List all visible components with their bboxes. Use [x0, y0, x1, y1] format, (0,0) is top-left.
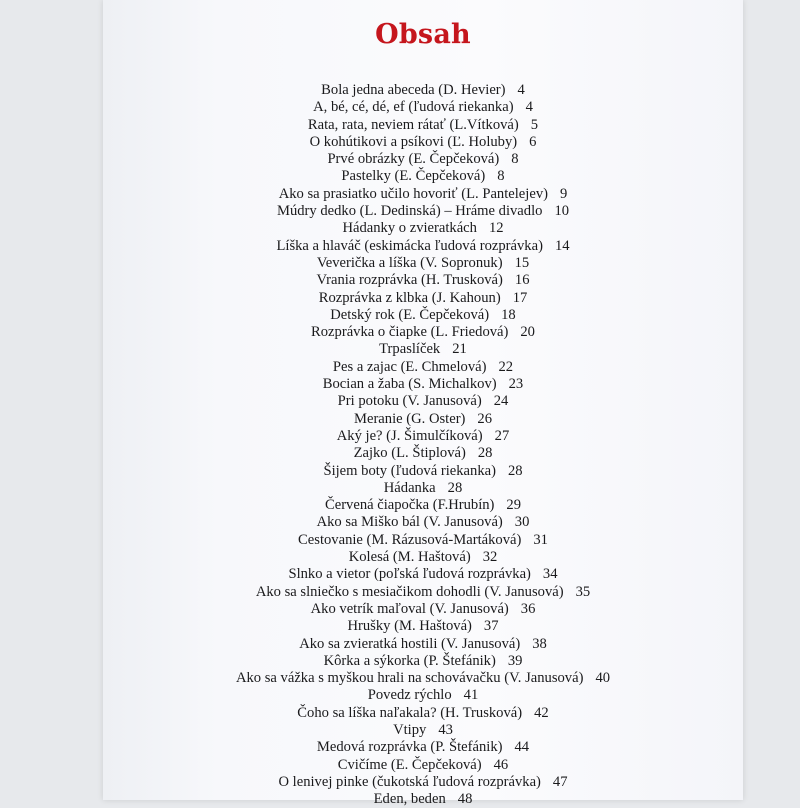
- toc-entry-page-number: 28: [477, 445, 493, 462]
- toc-entry-title: O lenivej pinke (čukotská ľudová rozprávka): [278, 773, 541, 790]
- toc-entry: [103, 497, 743, 514]
- toc-entry: [103, 255, 743, 272]
- toc-entry-page-number: 16: [514, 272, 530, 289]
- toc-entry: [103, 168, 743, 185]
- toc-entry-page-number: 12: [488, 220, 504, 237]
- toc-entry-title: Šijem boty (ľudová riekanka): [323, 462, 496, 479]
- toc-entry-page-number: 36: [520, 600, 536, 617]
- toc-entry-title: Pri potoku (V. Janusová): [337, 393, 482, 410]
- toc-entry: [103, 480, 743, 497]
- toc-entry-page-number: 14: [554, 237, 570, 254]
- toc-entry-title: Cestovanie (M. Rázusová-Martáková): [298, 531, 522, 548]
- toc-entry-page-number: 26: [477, 410, 493, 427]
- toc-entry-page-number: 47: [552, 773, 568, 790]
- toc-entry-title: Cvičíme (E. Čepčeková): [337, 756, 482, 773]
- toc-entry: [103, 549, 743, 566]
- toc-entry: [103, 722, 743, 739]
- toc-entry: [103, 203, 743, 220]
- toc-entry-page-number: 10: [554, 203, 570, 220]
- toc-entry-page-number: 27: [494, 427, 510, 444]
- toc-entry-title: Hádanka: [383, 479, 436, 496]
- toc-entry: [103, 445, 743, 462]
- toc-entry-title: A, bé, cé, dé, ef (ľudová riekanka): [313, 99, 514, 116]
- toc-entry-page-number: 28: [507, 462, 523, 479]
- toc-entry-title: Hrušky (M. Haštová): [347, 618, 472, 635]
- toc-entry-page-number: 41: [463, 687, 479, 704]
- toc-entry-title: Prvé obrázky (E. Čepčeková): [327, 151, 500, 168]
- toc-entry-page-number: 18: [501, 306, 516, 323]
- book-page: [103, 0, 743, 808]
- toc-entry-title: Čoho sa líška naľakala? (H. Trusková): [297, 704, 523, 721]
- toc-entry-page-number: 37: [483, 618, 499, 635]
- toc-entry: [103, 307, 743, 324]
- toc-entry-title: Detský rok (E. Čepčeková): [330, 306, 490, 323]
- toc-entry: [103, 601, 743, 618]
- toc-entry-page-number: 39: [507, 652, 523, 669]
- toc-entry-title: Rozprávka z klbka (J. Kahoun): [318, 289, 501, 306]
- toc-entry-title: Eden, beden: [373, 791, 446, 808]
- toc-entry-title: Rozprávka o čiapke (L. Friedová): [311, 324, 509, 341]
- toc-entry-page-number: 30: [514, 514, 530, 531]
- toc-entry: [103, 82, 743, 99]
- toc-entry-page-number: 4: [517, 82, 525, 98]
- toc-entry: [103, 324, 743, 341]
- table-of-contents: [103, 82, 743, 808]
- toc-entry: [103, 514, 743, 531]
- toc-entry-title: Bocian a žaba (S. Michalkov): [322, 376, 497, 393]
- toc-entry-title: Pes a zajac (E. Chmelová): [332, 358, 487, 375]
- toc-entry-title: Slnko a vietor (poľská ľudová rozprávka): [288, 566, 531, 583]
- toc-entry-page-number: 22: [498, 358, 514, 375]
- toc-entry-page-number: 42: [534, 704, 549, 721]
- toc-entry: [103, 584, 743, 601]
- toc-entry-page-number: 21: [452, 341, 467, 358]
- toc-entry-title: Ako vetrík maľoval (V. Janusová): [310, 600, 509, 617]
- toc-entry: [103, 359, 743, 376]
- toc-entry-title: Kolesá (M. Haštová): [348, 549, 471, 566]
- toc-entry: [103, 636, 743, 653]
- toc-entry: [103, 134, 743, 151]
- toc-entry-title: Pastelky (E. Čepčeková): [341, 168, 486, 185]
- toc-entry-page-number: 17: [512, 289, 528, 306]
- toc-entry-title: Ako sa zvieratká hostili (V. Janusová): [299, 635, 521, 652]
- toc-entry-title: Aký je? (J. Šimulčíková): [336, 427, 483, 444]
- toc-entry-page-number: 40: [595, 670, 611, 687]
- toc-entry-page-number: 46: [493, 756, 509, 773]
- toc-entry-title: Bola jedna abeceda (D. Hevier): [321, 82, 506, 98]
- toc-entry: [103, 653, 743, 670]
- toc-entry-title: Medová rozprávka (P. Štefánik): [316, 739, 503, 756]
- toc-entry-page-number: 29: [506, 497, 522, 514]
- toc-entry: [103, 687, 743, 704]
- toc-entry-title: Ako sa prasiatko učilo hovoriť (L. Pantelejev): [278, 185, 548, 202]
- toc-entry: [103, 463, 743, 480]
- toc-entry: [103, 532, 743, 549]
- toc-entry-page-number: 15: [514, 254, 530, 271]
- toc-entry-title: O kohútikovi a psíkovi (Ľ. Holuby): [309, 133, 518, 150]
- toc-entry: [103, 428, 743, 445]
- toc-entry-page-number: 8: [511, 151, 519, 168]
- toc-entry-title: Trpaslíček: [379, 341, 441, 358]
- toc-entry-title: Ako sa Miško bál (V. Janusová): [316, 514, 503, 531]
- toc-entry: [103, 341, 743, 358]
- toc-entry: [103, 411, 743, 428]
- toc-entry: [103, 566, 743, 583]
- toc-entry-page-number: 48: [457, 791, 473, 808]
- toc-entry: [103, 117, 743, 134]
- toc-entry-title: Červená čiapočka (F.Hrubín): [324, 497, 495, 514]
- toc-entry-page-number: 32: [482, 549, 498, 566]
- toc-entry-page-number: 43: [438, 721, 453, 738]
- toc-entry-page-number: 20: [520, 324, 535, 341]
- toc-entry: [103, 393, 743, 410]
- toc-entry-title: Kôrka a sýkorka (P. Štefánik): [323, 652, 496, 669]
- toc-entry-title: Ako sa slniečko s mesiačikom dohodli (V. Janusová): [255, 583, 564, 600]
- toc-entry-page-number: 34: [542, 566, 558, 583]
- toc-entry-page-number: 4: [525, 99, 533, 116]
- toc-entry-page-number: 23: [508, 376, 524, 393]
- toc-entry: [103, 220, 743, 237]
- toc-entry-page-number: 9: [559, 185, 568, 202]
- toc-entry-page-number: 31: [533, 531, 548, 548]
- toc-entry-page-number: 44: [514, 739, 530, 756]
- toc-entry-title: Vrania rozprávka (H. Trusková): [316, 272, 503, 289]
- toc-entry-title: Zajko (L. Štiplová): [353, 445, 466, 462]
- toc-entry: [103, 290, 743, 307]
- toc-entry-page-number: 8: [497, 168, 505, 185]
- toc-entry: [103, 151, 743, 168]
- toc-entry-title: Meranie (G. Oster): [353, 410, 466, 427]
- toc-entry-page-number: 38: [532, 635, 547, 652]
- toc-entry-page-number: 5: [530, 116, 539, 133]
- toc-entry-title: Líška a hlaváč (eskimácka ľudová rozprávka): [276, 237, 543, 254]
- toc-entry-title: Rata, rata, neviem rátať (L.Vítková): [307, 116, 519, 133]
- toc-entry: [103, 99, 743, 116]
- toc-entry: [103, 757, 743, 774]
- toc-entry-page-number: 24: [493, 393, 509, 410]
- toc-entry: [103, 272, 743, 289]
- toc-entry-title: Hádanky o zvieratkách: [342, 220, 477, 237]
- toc-entry-title: Veverička a líška (V. Sopronuk): [316, 254, 503, 271]
- toc-entry: [103, 186, 743, 203]
- toc-entry: [103, 739, 743, 756]
- toc-entry: [103, 618, 743, 635]
- toc-entry-title: Ako sa vážka s myškou hrali na schovávačku (V. Janusová): [235, 670, 584, 687]
- toc-entry: [103, 774, 743, 791]
- toc-entry-title: Múdry dedko (L. Dedinská) – Hráme divadlo: [276, 203, 543, 220]
- toc-entry-page-number: 28: [447, 479, 463, 496]
- toc-entry-title: Povedz rýchlo: [367, 687, 452, 704]
- page-title: Obsah: [375, 19, 471, 50]
- toc-entry: [103, 705, 743, 722]
- toc-entry-page-number: 6: [529, 133, 537, 150]
- toc-entry: [103, 238, 743, 255]
- toc-entry-title: Vtipy: [393, 721, 427, 738]
- toc-entry: [103, 670, 743, 687]
- toc-entry: [103, 376, 743, 393]
- toc-entry-page-number: 35: [575, 583, 591, 600]
